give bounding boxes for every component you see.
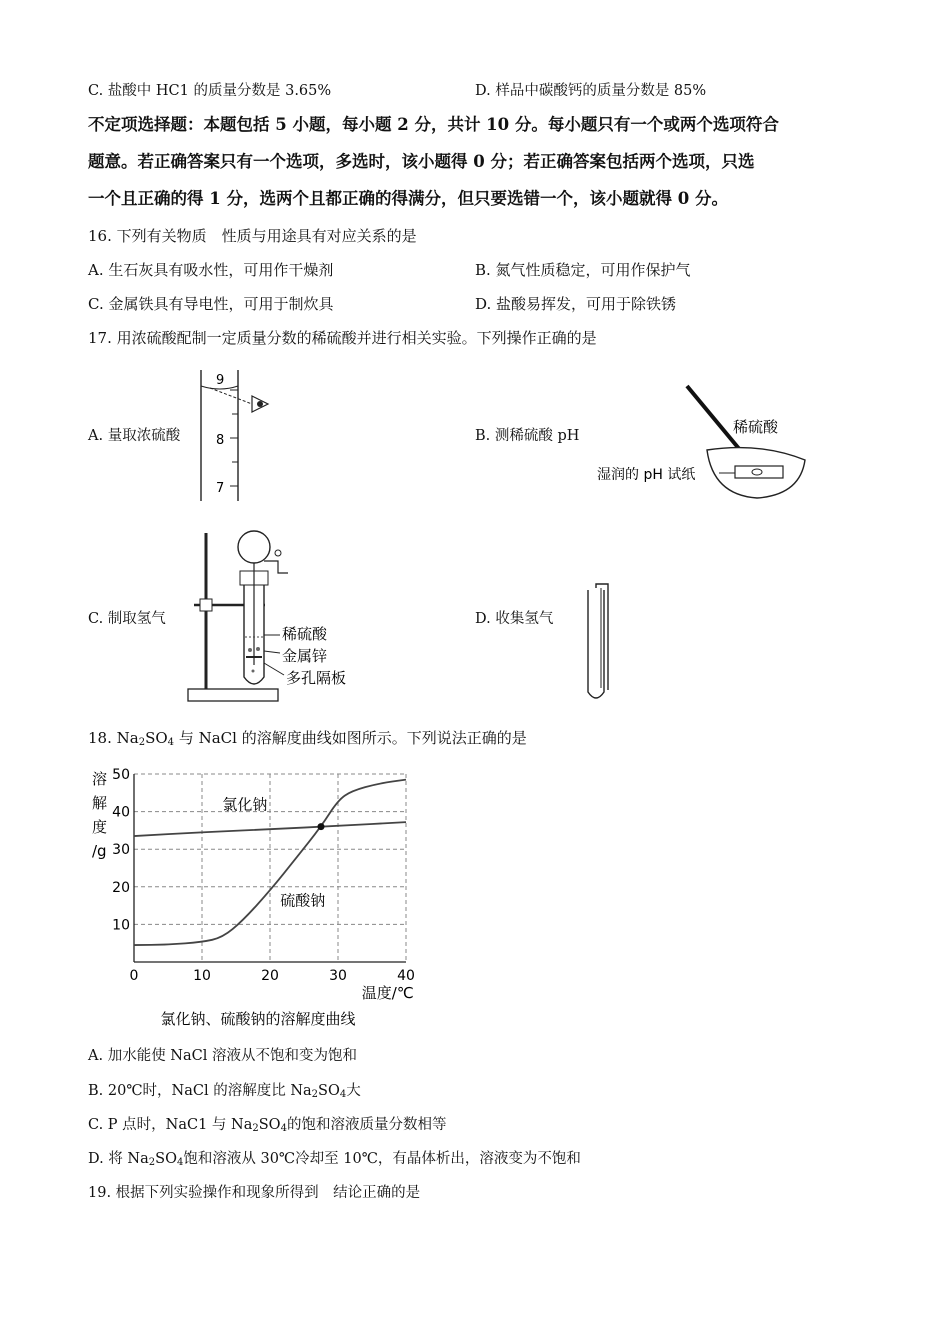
y-tick-label-20: 20 — [112, 879, 130, 896]
y-tick-label-30: 30 — [112, 842, 130, 859]
series-label-na2so4: 硫酸钠 — [280, 891, 326, 910]
cylinder-tick-7: 7 — [216, 481, 225, 496]
q15-option-c: C. 盐酸中 HC1 的质量分数是 3.65% — [88, 83, 332, 99]
x-tick-label-20: 20 — [261, 968, 279, 984]
intersection-point-p — [318, 823, 325, 830]
x-tick-label-30: 30 — [329, 968, 347, 984]
q16-stem: 16. 下列有关物质 性质与用途具有对应关系的是 — [88, 227, 417, 245]
x-tick-label-0: 0 — [129, 968, 139, 984]
q17-option-b: B. 测稀硫酸 pH — [475, 428, 580, 444]
hydrogen-generator-figure — [180, 525, 380, 705]
solubility-chart — [88, 762, 428, 1032]
section-instruction-line3: 一个且正确的得 1 分，选两个且都正确的得满分，但只要选错一个，该小题就得 0 分。 — [88, 189, 728, 208]
q19-stem: 19. 根据下列实验操作和现象所得到 结论正确的是 — [88, 1185, 421, 1201]
x-tick-label-40: 40 — [397, 968, 415, 984]
cylinder-tick-9: 9 — [216, 373, 225, 388]
q16-option-b: B. 氮气性质稳定，可用作保护气 — [475, 261, 691, 279]
label-ph-paper: 湿润的 pH 试纸 — [597, 467, 696, 483]
x-tick-label-10: 10 — [193, 968, 211, 984]
label-zinc: 金属锌 — [282, 647, 328, 665]
q18-stem-text: 与 NaCl 的溶解度曲线如图所示。下列说法正确的是 — [178, 729, 527, 747]
q18-option-d: D. 将 $Na_2SO_4$饱和溶液从 30℃冷却至 10℃，有晶体析出，溶液变为不饱和 — [88, 1151, 581, 1168]
cylinder-tick-8: 8 — [216, 433, 225, 448]
q16-option-c: C. 金属铁具有导电性，可用于制炊具 — [88, 295, 334, 313]
q18-stem — [88, 728, 527, 748]
label-porous-plate: 多孔隔板 — [286, 669, 347, 687]
q17-option-d: D. 收集氢气 — [475, 611, 554, 627]
q18-option-c: C. P 点时，NaC1 与 $Na_2SO_4$的饱和溶液质量分数相等 — [88, 1117, 447, 1134]
chart-title: 氯化钠、硫酸钠的溶解度曲线 — [160, 1010, 356, 1028]
ph-test-figure — [595, 380, 810, 505]
y-tick-label-10: 10 — [112, 917, 130, 934]
y-label-char-3: 度 — [92, 818, 108, 836]
q18-number: 18. — [88, 729, 112, 747]
q16-option-d: D. 盐酸易挥发，可用于除铁锈 — [475, 295, 677, 313]
label-dilute-sulfuric-acid: 稀硫酸 — [733, 418, 779, 436]
q18-formula-na2so4: $Na_2SO_4$ — [116, 729, 175, 748]
section-instruction-line1: 不定项选择题：本题包括 5 小题，每小题 2 分，共计 10 分。每小题只有一个或两个选项符合 — [88, 115, 779, 134]
x-axis-label: 温度/℃ — [361, 984, 414, 1002]
q15-option-d: D. 样品中碳酸钙的质量分数是 85% — [475, 83, 707, 99]
y-label-char-4: /g — [92, 842, 107, 860]
q17-option-a: A. 量取浓硫酸 — [88, 428, 181, 444]
y-axis-label — [92, 770, 107, 860]
q17-stem: 17. 用浓硫酸配制一定质量分数的稀硫酸并进行相关实验。下列操作正确的是 — [88, 329, 597, 347]
series-label-nacl: 氯化钠 — [222, 795, 268, 814]
label-dilute-sulfuric-acid-c: 稀硫酸 — [282, 625, 328, 643]
y-label-char-1: 溶 — [92, 770, 108, 788]
q16-option-a: A. 生石灰具有吸水性，可用作干燥剂 — [88, 261, 334, 279]
section-instruction-line2: 题意。若正确答案只有一个选项，多选时，该小题得 0 分；若正确答案包括两个选项，只选 — [88, 152, 755, 171]
test-tube-figure — [580, 580, 620, 710]
graduated-cylinder-figure — [180, 366, 290, 506]
y-tick-label-40: 40 — [112, 804, 130, 821]
y-tick-label-50: 50 — [112, 767, 130, 783]
y-label-char-2: 解 — [92, 794, 108, 812]
q17-option-c: C. 制取氢气 — [88, 611, 166, 627]
q18-option-a: A. 加水能使 NaCl 溶液从不饱和变为饱和 — [88, 1048, 357, 1064]
q18-option-b: B. 20℃时，NaCl 的溶解度比 $Na_2SO_4$大 — [88, 1083, 361, 1100]
